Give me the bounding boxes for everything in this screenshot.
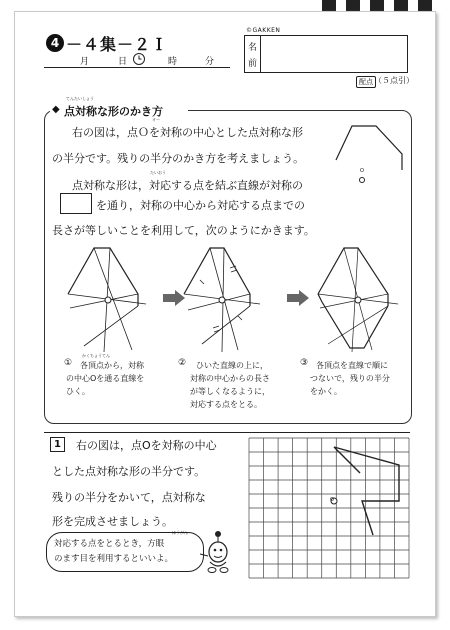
- example-center-label: O: [360, 168, 364, 174]
- para2-line3: 長さが等しいことを利用して，次のようにかきます。: [52, 224, 315, 237]
- name-box-divider: [260, 35, 261, 73]
- step3-figure: [314, 244, 404, 356]
- step2-text: ひいた直線の上に， 対称の中心からの長さ が等しくなるように， 対応する点をとる。: [190, 361, 270, 409]
- para1-ruby: オー: [152, 117, 160, 122]
- step2-figure: [180, 244, 264, 356]
- name-box[interactable]: [244, 35, 408, 73]
- clock-icon: [132, 51, 146, 70]
- hint-text: 対応する点をとるとき，方眼 のます目を利用するといいよ。: [54, 539, 174, 564]
- step3-number: ③: [300, 358, 309, 368]
- example-half-figure: [330, 118, 406, 194]
- para2-line1: 点対称な形は，対応する点を結ぶ直線が対称の: [72, 179, 303, 192]
- step1-figure: [66, 244, 150, 356]
- hint-ruby: ほうがん: [172, 530, 188, 535]
- name-label-bottom: 前: [248, 59, 258, 69]
- answer-blank[interactable]: [60, 193, 92, 214]
- problem-grid[interactable]: [248, 437, 410, 579]
- para1-line2: の半分です。残りの半分のかき方を考えましょう。: [52, 152, 305, 165]
- month-label: 月: [80, 57, 90, 67]
- number-badge: 4: [46, 34, 64, 52]
- hour-label: 時: [168, 57, 178, 67]
- problem-line4: 形を完成させましょう。: [52, 515, 173, 528]
- problem-line1: 右の図は，点Oを対称の中心: [76, 439, 217, 452]
- page-title: －４集－２Ｉ: [66, 35, 169, 54]
- mascot-icon: [198, 530, 236, 576]
- score-text: （５点引）: [374, 76, 414, 85]
- problem-divider: [44, 432, 410, 433]
- para2-line2: を通り，対称の中心から対応する点までの: [96, 199, 305, 212]
- arrow-right-icon: [287, 290, 309, 306]
- step1-ruby: かくちょうてん: [82, 353, 110, 358]
- section-icon: ◆: [52, 104, 60, 115]
- grid-center-label: O: [330, 497, 334, 503]
- minute-label: 分: [205, 57, 215, 67]
- step1-text: 各頂点から，対称 の中心Oを通る直線を ひく。: [66, 361, 145, 396]
- step1-number: ①: [64, 358, 73, 368]
- step3-text: 各頂点を直線で順に つないで，残りの半分 をかく。: [310, 361, 390, 396]
- step2-number: ②: [178, 358, 187, 368]
- para1-line1: 右の図は，点Ｏを対称の中心とした点対称な形: [72, 126, 303, 139]
- para2-ruby: たいおう: [150, 170, 166, 175]
- section-title: 点対称な形のかき方: [64, 105, 163, 118]
- problem-number: 1: [50, 437, 65, 452]
- copyright: ©GAKKEN: [246, 27, 281, 34]
- section-title-ruby: てんたいしょう: [66, 96, 94, 101]
- problem-line2: とした点対称な形の半分です。: [52, 465, 206, 478]
- name-label-top: 名: [248, 43, 258, 53]
- problem-line3: 残りの半分をかいて，点対称な: [52, 491, 206, 504]
- day-label: 日: [118, 57, 128, 67]
- score-badge: 配点: [356, 76, 376, 88]
